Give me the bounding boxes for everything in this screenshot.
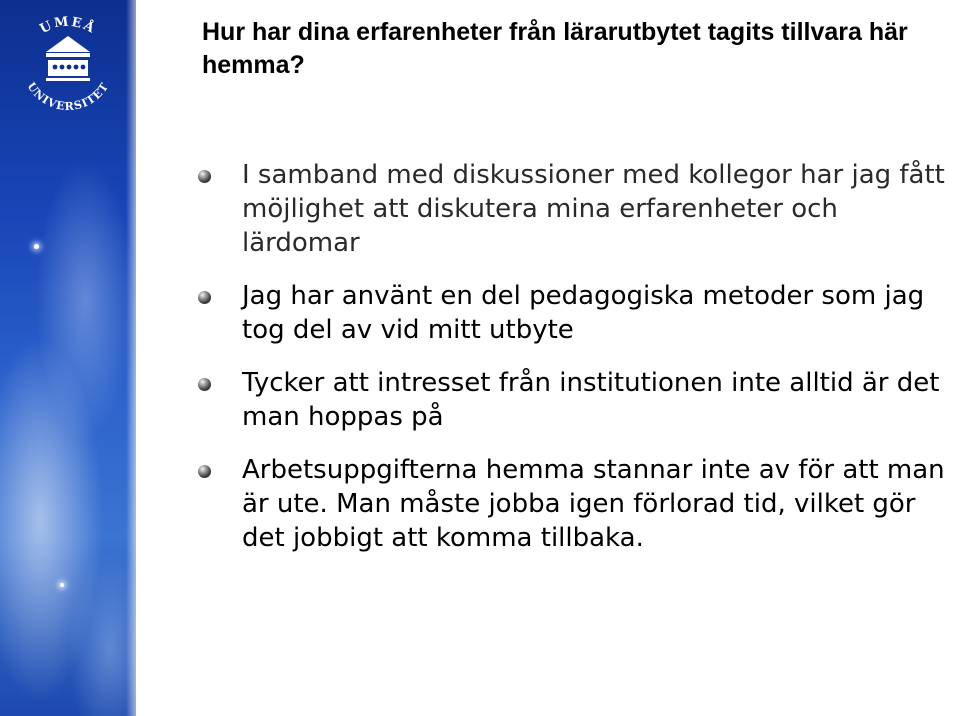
side-band-edge — [126, 0, 136, 716]
bullet-icon — [198, 465, 211, 478]
svg-text:UMEÅ: UMEÅ — [37, 14, 99, 38]
bullet-text: Tycker att intresset från institutionen inte alltid är det man hoppas på — [242, 368, 940, 432]
list-item — [196, 279, 956, 347]
list-item — [196, 453, 956, 555]
slide-title: Hur har dina erfarenheter från lärarutbytet tagits tillvara här hemma? — [202, 18, 908, 79]
bullet-text: Arbetsuppgifterna hemma stannar inte av för att man är ute. Man måste jobba igen förlorad tid, vilket gör det jobbigt att komma tillbaka. — [242, 455, 945, 553]
bullet-icon — [198, 378, 211, 391]
side-band — [0, 0, 136, 716]
star-icon — [34, 244, 39, 249]
star-icon — [60, 583, 64, 587]
bullet-text: I samband med diskussioner med kollegor har jag fått möjlighet att diskutera mina erfarenheter och lärdomar — [242, 160, 945, 258]
list-item — [196, 158, 956, 260]
list-item — [196, 366, 956, 434]
bullet-list — [196, 158, 956, 574]
bullet-icon — [198, 170, 211, 183]
umea-universitet-seal-icon — [10, 6, 126, 122]
svg-text:UNIVERSITET: UNIVERSITET — [24, 79, 112, 114]
bullet-icon — [198, 291, 211, 304]
bullet-text: Jag har använt en del pedagogiska metoder som jag tog del av vid mitt utbyte — [242, 281, 925, 345]
